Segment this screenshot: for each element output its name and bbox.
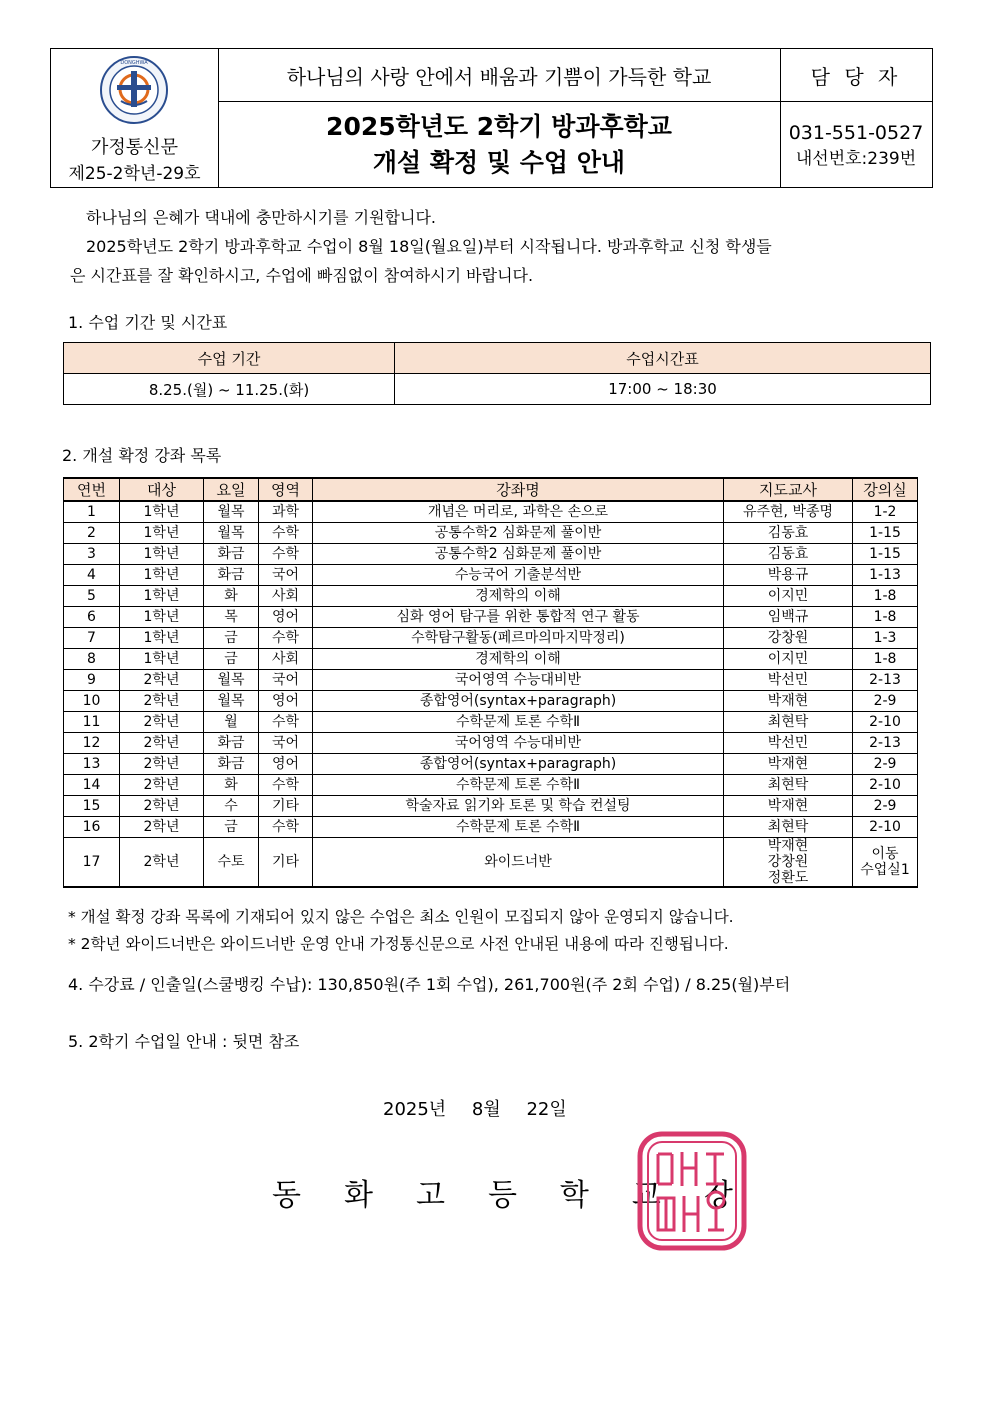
cell-teacher: 임백규 [724, 607, 853, 628]
section1-title: 1. 수업 기간 및 시간표 [68, 313, 228, 332]
contact-extension: 내선번호:239번 [795, 148, 917, 169]
cell-room: 1-8 [853, 607, 918, 628]
cell-target: 2학년 [120, 733, 204, 754]
cell-target: 2학년 [120, 712, 204, 733]
svg-text:DONGHWA: DONGHWA [120, 60, 148, 66]
teacher-name: 정환도 [767, 870, 809, 886]
cell-area: 국어 [259, 565, 313, 586]
cell-day: 화 [204, 775, 259, 796]
col-header: 요일 [204, 478, 259, 501]
cell-teacher [724, 838, 853, 888]
cell-area: 수학 [259, 523, 313, 544]
table-row [64, 775, 918, 796]
cell-room: 2-10 [853, 712, 918, 733]
cell-course: 공통수학2 심화문제 풀이반 [313, 523, 724, 544]
cell-day: 금 [204, 817, 259, 838]
cell-target: 2학년 [120, 775, 204, 796]
cell-no: 11 [64, 712, 120, 733]
cell-no: 1 [64, 501, 120, 523]
cell-day: 목 [204, 607, 259, 628]
cell-no: 6 [64, 607, 120, 628]
cell-course: 공통수학2 심화문제 풀이반 [313, 544, 724, 565]
cell-no: 3 [64, 544, 120, 565]
table-row [64, 544, 918, 565]
cell-room: 1-3 [853, 628, 918, 649]
cell-teacher: 박재현 [724, 796, 853, 817]
school-motto: 하나님의 사랑 안에서 배움과 기쁨이 가득한 학교 [218, 49, 780, 102]
cell-teacher: 최현탁 [724, 817, 853, 838]
cell-target: 2학년 [120, 754, 204, 775]
col-header: 영역 [259, 478, 313, 501]
cell-teacher: 박선민 [724, 670, 853, 691]
cell-day: 월목 [204, 691, 259, 712]
cell-day: 수토 [204, 838, 259, 888]
cell-room: 2-13 [853, 670, 918, 691]
cell-teacher: 김동효 [724, 544, 853, 565]
cell-area: 사회 [259, 586, 313, 607]
table-row [64, 712, 918, 733]
cell-no: 10 [64, 691, 120, 712]
cell-day: 화금 [204, 733, 259, 754]
contact-phone: 031-551-0527 [788, 121, 924, 144]
cell-area: 수학 [259, 775, 313, 796]
schedule-info: 5. 2학기 수업일 안내 : 뒷면 참조 [68, 1032, 300, 1051]
cell-course: 개념은 머리로, 과학은 손으로 [313, 501, 724, 523]
intro-line3: 은 시간표를 잘 확인하시고, 수업에 빠짐없이 참여하시기 바랍니다. [70, 266, 534, 285]
cell-day: 월 [204, 712, 259, 733]
table-row [64, 565, 918, 586]
cell-course: 경제학의 이해 [313, 586, 724, 607]
cell-target: 1학년 [120, 544, 204, 565]
col-header: 지도교사 [724, 478, 853, 501]
cell-room: 2-10 [853, 775, 918, 796]
cell-teacher: 박용규 [724, 565, 853, 586]
table-row [64, 649, 918, 670]
cell-teacher: 박선민 [724, 733, 853, 754]
cell-course: 수능국어 기출분석반 [313, 565, 724, 586]
cell-target: 1학년 [120, 649, 204, 670]
cell-course: 국어영역 수능대비반 [313, 733, 724, 754]
table-row [64, 670, 918, 691]
cell-no: 9 [64, 670, 120, 691]
cell-course: 와이드너반 [313, 838, 724, 888]
intro-line1: 하나님의 은혜가 댁내에 충만하시기를 기원합니다. [86, 208, 437, 227]
cell-no: 13 [64, 754, 120, 775]
cell-course: 종합영어(syntax+paragraph) [313, 754, 724, 775]
cell-teacher: 박재현 [724, 754, 853, 775]
cell-room: 1-15 [853, 544, 918, 565]
issue-date: 2025년 8월 22일 [383, 1099, 567, 1120]
cell-area: 수학 [259, 817, 313, 838]
cell-room: 1-8 [853, 586, 918, 607]
room-line: 수업실1 [860, 862, 910, 878]
cell-target: 2학년 [120, 796, 204, 817]
header-contact-cell [780, 49, 932, 187]
cell-no: 14 [64, 775, 120, 796]
cell-day: 화금 [204, 754, 259, 775]
cell-no: 7 [64, 628, 120, 649]
courses-header-row [64, 478, 918, 501]
cell-area: 수학 [259, 544, 313, 565]
col-header: 강의실 [853, 478, 918, 501]
section2-title: 2. 개설 확정 강좌 목록 [62, 446, 222, 465]
col-header: 연번 [64, 478, 120, 501]
contact-label: 담 당 자 [780, 49, 932, 102]
cell-day: 화금 [204, 544, 259, 565]
header-title-cell [218, 49, 781, 187]
cell-room: 2-13 [853, 733, 918, 754]
table-row [64, 817, 918, 838]
cell-course: 수학탐구활동(페르마의마지막정리) [313, 628, 724, 649]
cell-course: 수학문제 토론 수학Ⅱ [313, 712, 724, 733]
cell-room: 2-9 [853, 796, 918, 817]
cell-no: 5 [64, 586, 120, 607]
cell-teacher: 유주현, 박종명 [724, 501, 853, 523]
table-row [64, 733, 918, 754]
cell-area: 기타 [259, 838, 313, 888]
cell-teacher: 김동효 [724, 523, 853, 544]
cell-teacher: 최현탁 [724, 712, 853, 733]
table-row [64, 523, 918, 544]
cell-room: 1-2 [853, 501, 918, 523]
cell-target: 1학년 [120, 628, 204, 649]
col-header: 강좌명 [313, 478, 724, 501]
cell-area: 수학 [259, 628, 313, 649]
cell-room: 2-10 [853, 817, 918, 838]
cell-day: 금 [204, 628, 259, 649]
cell-teacher: 이지민 [724, 649, 853, 670]
cell-teacher: 이지민 [724, 586, 853, 607]
courses-table [63, 477, 918, 888]
cell-no: 4 [64, 565, 120, 586]
cell-no: 15 [64, 796, 120, 817]
cell-area: 국어 [259, 733, 313, 754]
table-row [64, 501, 918, 523]
time-header: 수업시간표 [395, 343, 931, 374]
notice-header [50, 48, 933, 188]
cell-no: 12 [64, 733, 120, 754]
table-row [64, 628, 918, 649]
cell-no: 2 [64, 523, 120, 544]
time-value: 17:00 ~ 18:30 [395, 374, 931, 405]
notice-number: 제25-2학년-29호 [68, 164, 201, 184]
school-principal: 동화고등학교장 [272, 1178, 776, 1213]
cell-target: 1학년 [120, 586, 204, 607]
cell-room: 2-9 [853, 754, 918, 775]
cell-room: 1-8 [853, 649, 918, 670]
cell-day: 월목 [204, 501, 259, 523]
fee-info: 4. 수강료 / 인출일(스쿨뱅킹 수납): 130,850원(주 1회 수업), 261,700원(주 2회 수업) / 8.25(월)부터 [68, 975, 791, 994]
cell-area: 과학 [259, 501, 313, 523]
cell-course: 종합영어(syntax+paragraph) [313, 691, 724, 712]
cell-course: 심화 영어 탐구를 위한 통합적 연구 활동 [313, 607, 724, 628]
page-title-line2: 개설 확정 및 수업 안내 [372, 147, 626, 177]
table-row [64, 796, 918, 817]
school-logo-icon [99, 55, 169, 125]
table-row [64, 691, 918, 712]
table-row [64, 754, 918, 775]
cell-room: 1-13 [853, 565, 918, 586]
note-1: * 개설 확정 강좌 목록에 기재되어 있지 않은 수업은 최소 인원이 모집되지 않아 운영되지 않습니다. [68, 908, 734, 926]
cell-target: 1학년 [120, 565, 204, 586]
cell-area: 영어 [259, 754, 313, 775]
cell-course: 국어영역 수능대비반 [313, 670, 724, 691]
cell-target: 1학년 [120, 523, 204, 544]
cell-target: 2학년 [120, 670, 204, 691]
cell-teacher: 최현탁 [724, 775, 853, 796]
cell-target: 2학년 [120, 817, 204, 838]
notice-label: 가정통신문 [91, 137, 178, 158]
cell-course: 수학문제 토론 수학Ⅱ [313, 817, 724, 838]
header-logo-cell [51, 49, 219, 187]
table-row [64, 838, 918, 888]
cell-area: 수학 [259, 712, 313, 733]
cell-target: 1학년 [120, 607, 204, 628]
cell-area: 영어 [259, 607, 313, 628]
room-line: 이동 [871, 846, 899, 862]
cell-day: 월목 [204, 670, 259, 691]
teacher-name: 강창원 [767, 854, 809, 870]
intro-line2: 2025학년도 2학기 방과후학교 수업이 8월 18일(월요일)부터 시작됩니다. 방과후학교 신청 학생들 [86, 237, 772, 256]
note-2: * 2학년 와이드너반은 와이드너반 운영 안내 가정통신문으로 사전 안내된 내용에 따라 진행됩니다. [68, 935, 729, 953]
cell-no: 16 [64, 817, 120, 838]
cell-target: 2학년 [120, 691, 204, 712]
cell-area: 국어 [259, 670, 313, 691]
table-row [64, 586, 918, 607]
cell-no: 17 [64, 838, 120, 888]
cell-area: 사회 [259, 649, 313, 670]
cell-room: 2-9 [853, 691, 918, 712]
cell-course: 경제학의 이해 [313, 649, 724, 670]
cell-room [853, 838, 918, 888]
official-seal-icon [636, 1130, 748, 1252]
cell-target: 1학년 [120, 501, 204, 523]
cell-day: 월목 [204, 523, 259, 544]
cell-no: 8 [64, 649, 120, 670]
teacher-name: 박재현 [767, 838, 809, 854]
cell-course: 학술자료 읽기와 토론 및 학습 컨설팅 [313, 796, 724, 817]
cell-course: 수학문제 토론 수학Ⅱ [313, 775, 724, 796]
period-table [63, 342, 931, 405]
cell-day: 금 [204, 649, 259, 670]
cell-area: 영어 [259, 691, 313, 712]
cell-teacher: 강창원 [724, 628, 853, 649]
cell-area: 기타 [259, 796, 313, 817]
period-header: 수업 기간 [64, 343, 395, 374]
col-header: 대상 [120, 478, 204, 501]
period-value: 8.25.(월) ~ 11.25.(화) [64, 374, 395, 405]
cell-target: 2학년 [120, 838, 204, 888]
cell-day: 화금 [204, 565, 259, 586]
page-title-line1: 2025학년도 2학기 방과후학교 [326, 111, 672, 141]
cell-room: 1-15 [853, 523, 918, 544]
cell-day: 화 [204, 586, 259, 607]
cell-teacher: 박재현 [724, 691, 853, 712]
cell-day: 수 [204, 796, 259, 817]
table-row [64, 607, 918, 628]
